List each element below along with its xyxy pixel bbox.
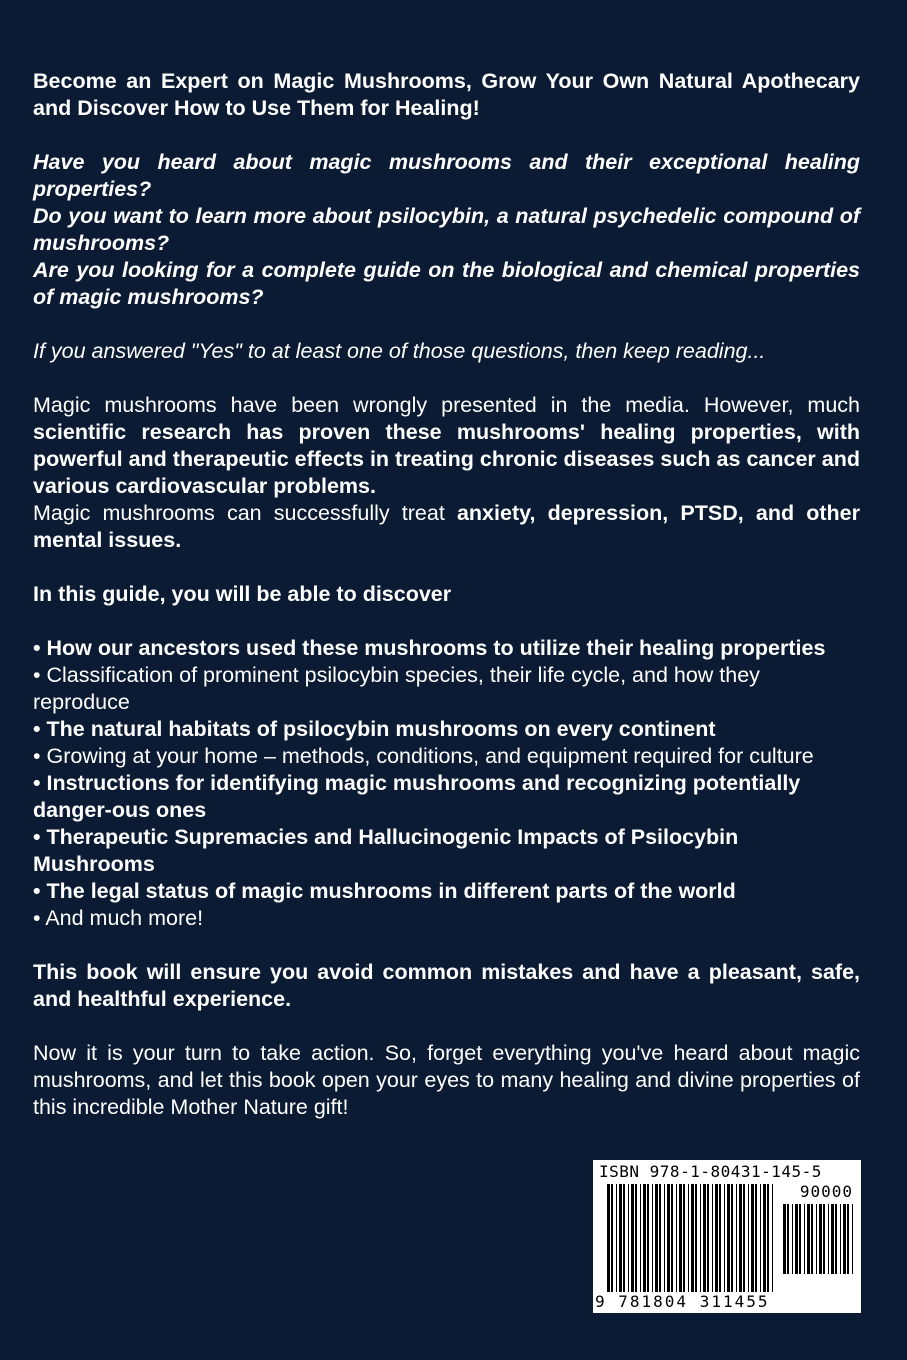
keep-reading: If you answered "Yes" to at least one of those questions, then keep reading...	[33, 339, 766, 363]
bullet-item: • Classification of prominent psilocybin species, their life cycle, and how they reproduce	[33, 663, 760, 714]
barcode-bars	[607, 1184, 777, 1292]
closing-paragraph: Now it is your turn to take action. So, forget everything you've heard about magic mushrooms, and let this book open your eyes to many healing and divine properties of this incredible Mother Nature gift!	[33, 1041, 860, 1119]
treats-paragraph	[33, 500, 860, 554]
guide-intro: In this guide, you will be able to discover	[33, 582, 452, 606]
closing-bold: This book will ensure you avoid common mistakes and have a pleasant, safe, and healthful experience.	[33, 960, 860, 1011]
question-1: Have you heard about magic mushrooms and their exceptional healing properties?	[33, 150, 860, 201]
question-2: Do you want to learn more about psilocybin, a natural psychedelic compound of mushrooms?	[33, 204, 860, 255]
bullet-item: • The legal status of magic mushrooms in different parts of the world	[33, 879, 736, 903]
price-code: 90000	[799, 1182, 853, 1201]
intro-normal-a: Magic mushrooms have been wrongly presented in the media. However, much	[33, 393, 860, 417]
bullet-item: • Growing at your home – methods, conditions, and equipment required for culture	[33, 744, 814, 768]
bullet-item: • And much more!	[33, 906, 204, 930]
treats-normal: Magic mushrooms can successfully treat	[33, 501, 457, 525]
addon-barcode-bars	[783, 1204, 853, 1274]
intro-paragraph	[33, 392, 860, 500]
isbn-barcode	[593, 1160, 861, 1313]
isbn-label: ISBN 978-1-80431-145-5	[599, 1162, 822, 1181]
heading: Become an Expert on Magic Mushrooms, Grow Your Own Natural Apothecary and Discover How to Use Them for Healing!	[33, 69, 860, 120]
bullet-item: • How our ancestors used these mushrooms to utilize their healing properties	[33, 636, 826, 660]
bullet-list	[33, 635, 860, 932]
intro-bold-a: scientific research has proven these mushrooms' healing properties, with powerful and therapeutic effects in treating chronic diseases such as cancer and various cardiovascular problems.	[33, 420, 860, 498]
treats-bold: anxiety, depression, PTSD, and other mental issues.	[33, 501, 860, 552]
bullet-item: • The natural habitats of psilocybin mushrooms on every continent	[33, 717, 716, 741]
bullet-item: • Therapeutic Supremacies and Hallucinogenic Impacts of Psilocybin Mushrooms	[33, 825, 739, 876]
bullet-item: • Instructions for identifying magic mushrooms and recognizing potentially danger-ous ones	[33, 771, 801, 822]
ean-digits: 9 781804 311455	[595, 1292, 770, 1311]
cover-text	[33, 68, 860, 1121]
question-3: Are you looking for a complete guide on the biological and chemical properties of magic mushrooms?	[33, 258, 860, 309]
